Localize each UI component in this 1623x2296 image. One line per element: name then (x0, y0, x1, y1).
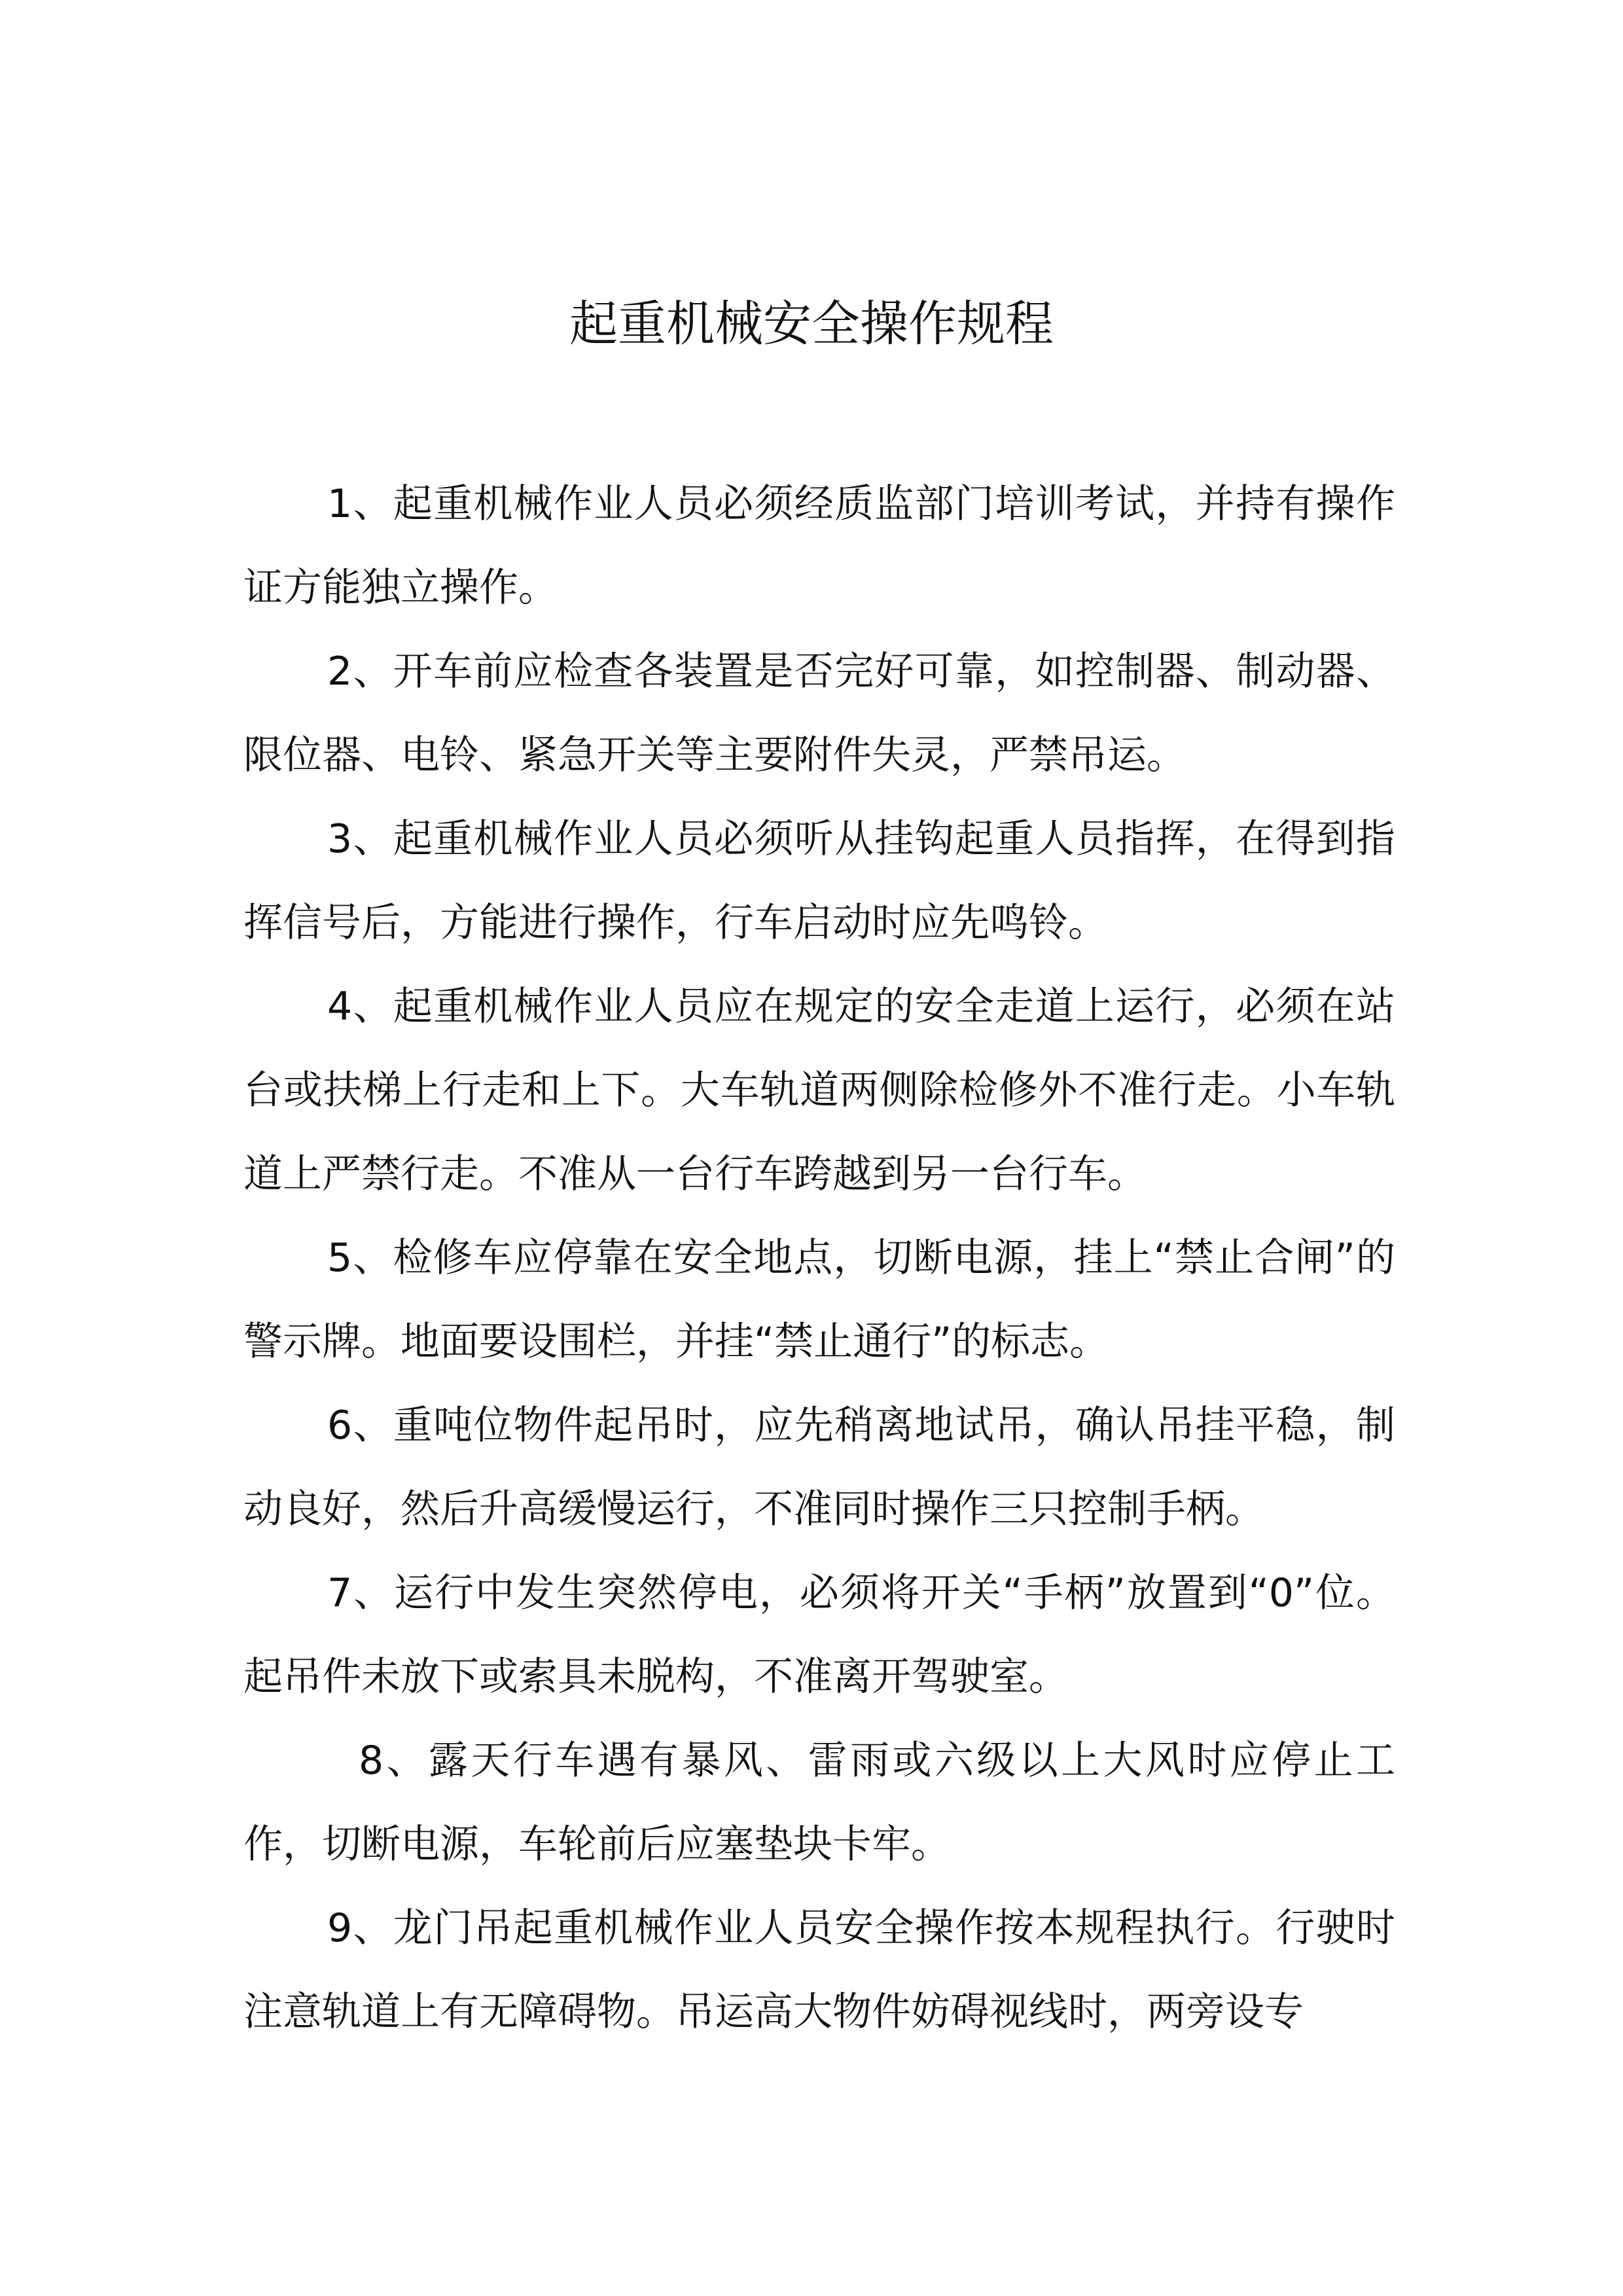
document-body (243, 462, 1395, 2054)
paragraph-2: 2、开车前应检查各装置是否完好可靠，如控制器、制动器、限位器、电铃、紧急开关等主要附件失灵，严禁吊运。 (243, 649, 1395, 778)
paragraph-3: 3、起重机械作业人员必须听从挂钩起重人员指挥，在得到指挥信号后，方能进行操作，行车启动时应先鸣铃。 (243, 816, 1395, 946)
paragraph-5: 5、检修车应停靠在安全地点，切断电源，挂上“禁止合闸”的警示牌。地面要设围栏，并挂“禁止通行”的标志。 (243, 1235, 1395, 1365)
paragraph-7: 7、运行中发生突然停电，必须将开关“手柄”放置到“0”位。起吊件未放下或索具未脱构，不准离开驾驶室。 (243, 1570, 1395, 1700)
paragraph-6: 6、重吨位物件起吊时，应先稍离地试吊，确认吊挂平稳，制动良好，然后升高缓慢运行，不准同时操作三只控制手柄。 (243, 1403, 1395, 1532)
document-title: 起重机械安全操作规程 (569, 296, 1054, 352)
paragraph-1: 1、起重机械作业人员必须经质监部门培训考试，并持有操作证方能独立操作。 (243, 481, 1395, 611)
paragraph-4: 4、起重机械作业人员应在规定的安全走道上运行，必须在站台或扶梯上行走和上下。大车轨道两侧除检修外不准行走。小车轨道上严禁行走。不准从一台行车跨越到另一台行车。 (243, 984, 1395, 1197)
paragraph-9: 9、龙门吊起重机械作业人员安全操作按本规程执行。行驶时注意轨道上有无障碍物。吊运高大物件妨碍视线时，两旁设专 (243, 1905, 1395, 2035)
paragraph-8: 8、露天行车遇有暴风、雷雨或六级以上大风时应停止工作，切断电源，车轮前后应塞垫块卡牢。 (243, 1738, 1395, 1867)
